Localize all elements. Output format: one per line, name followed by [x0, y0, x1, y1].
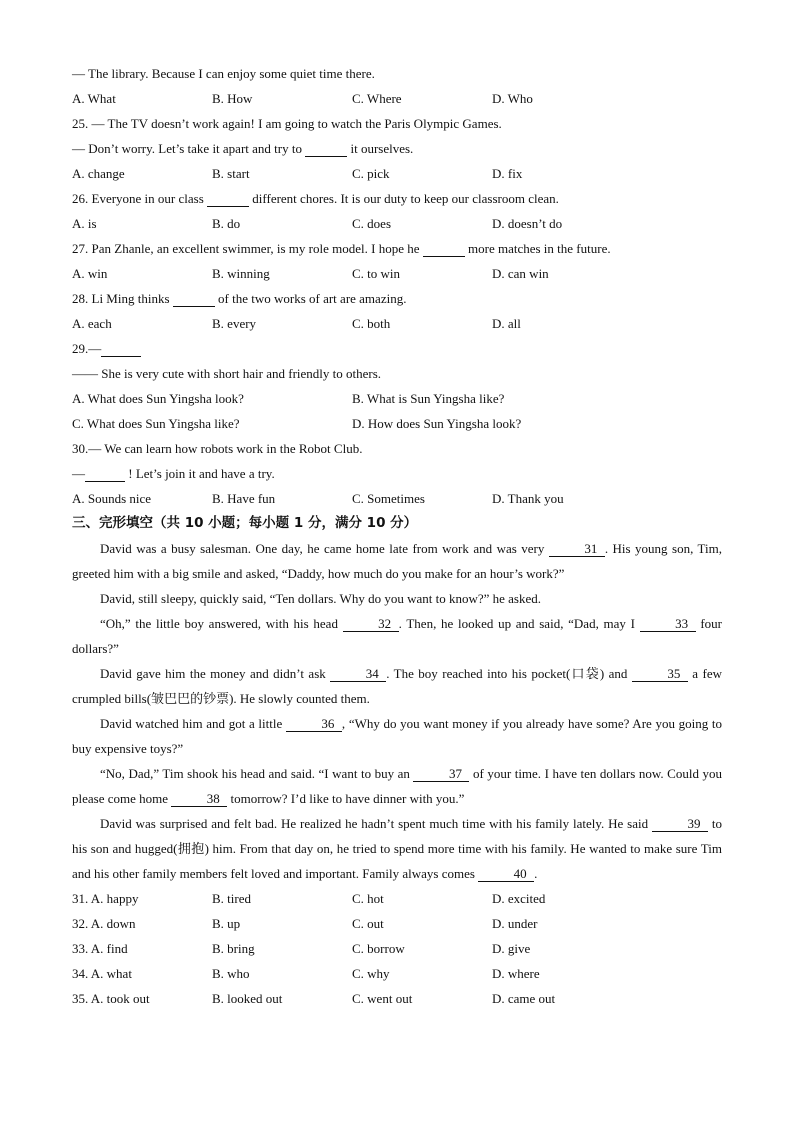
passage-paragraph-7: [72, 811, 722, 886]
passage-text: “No, Dad,” Tim shook his head and said. “I want to buy an: [100, 766, 410, 781]
q27-option-d: D. can win: [492, 266, 549, 281]
cloze-blank-31: 31: [549, 541, 605, 557]
q28-stem-end: of the two works of art are amazing.: [218, 291, 407, 306]
q29-reply: —— She is very cute with short hair and friendly to others.: [72, 366, 382, 381]
q29-options-row2: [72, 411, 722, 436]
q35-option-c: C. went out: [352, 991, 413, 1006]
q31-option-a: 31. A. happy: [72, 891, 139, 906]
passage-text: David gave him the money and didn’t ask: [100, 666, 326, 681]
passage-text: to his son and hugged(拥抱) him. From that day on, he tried to spend more time with his family. He wanted to make sure Tim and his other family members felt loved and important. Family always comes: [72, 816, 723, 881]
passage-text: . Then, he looked up and said, “Dad, may I: [398, 616, 635, 631]
q30-reply-start: —: [72, 466, 85, 481]
q29-stem-label: 29.—: [72, 341, 102, 356]
q30-option-b: B. Have fun: [212, 491, 276, 506]
q26-stem-start: 26. Everyone in our class: [72, 191, 204, 206]
q24-option-b: B. How: [212, 91, 253, 106]
q29-stem: [72, 336, 722, 361]
passage-text: of your time. I have ten dollars now. Could you please come home: [72, 766, 722, 806]
cloze-blank-33: 33: [640, 616, 696, 632]
q25-reply-start: — Don’t worry. Let’s take it apart and try to: [72, 141, 302, 156]
cloze-blank-38: 38: [171, 791, 227, 807]
answer-blank: [305, 141, 347, 157]
q28-option-b: B. every: [212, 316, 257, 331]
passage-text: a few crumpled bills(皱巴巴的钞票). He slowly counted them.: [72, 666, 722, 706]
q30-reply: [72, 461, 722, 486]
q33-option-a: 33. A. find: [72, 941, 128, 956]
q33-option-d: D. give: [492, 941, 531, 956]
q24-options: [72, 86, 722, 111]
passage-paragraph-2: David, still sleepy, quickly said, “Ten dollars. Why do you want to know?” he asked.: [100, 591, 541, 606]
answer-blank: [173, 291, 215, 307]
q27-options: [72, 261, 722, 286]
q33-option-b: B. bring: [212, 941, 255, 956]
q27-option-c: C. to win: [352, 266, 401, 281]
q24-reply: — The library. Because I can enjoy some quiet time there.: [72, 66, 375, 81]
q25-option-d: D. fix: [492, 166, 523, 181]
cloze-blank-32: 32: [343, 616, 399, 632]
q24-option-a: A. What: [72, 91, 116, 106]
q25-option-c: C. pick: [352, 166, 390, 181]
answer-blank: [101, 341, 141, 357]
q25-option-b: B. start: [212, 166, 250, 181]
q26-option-a: A. is: [72, 216, 97, 231]
passage-text: , “Why do you want money if you already have some? Are you going to buy expensive toys?”: [72, 716, 722, 756]
q26-option-c: C. does: [352, 216, 391, 231]
passage-paragraph-3: [72, 611, 722, 661]
cloze-blank-34: 34: [330, 666, 386, 682]
passage-paragraph-5: [72, 711, 722, 761]
q32-option-b: B. up: [212, 916, 241, 931]
passage-text: .: [534, 866, 538, 881]
q31-options: [72, 886, 722, 911]
q28-option-d: D. all: [492, 316, 521, 331]
q33-option-c: C. borrow: [352, 941, 405, 956]
q35-option-a: 35. A. took out: [72, 991, 150, 1006]
answer-blank: [85, 466, 125, 482]
passage-paragraph-6: [72, 761, 722, 811]
q27-option-b: B. winning: [212, 266, 270, 281]
q26-stem-end: different chores. It is our duty to keep our classroom clean.: [252, 191, 559, 206]
q30-option-d: D. Thank you: [492, 491, 564, 506]
q29-option-d: D. How does Sun Yingsha look?: [352, 416, 522, 431]
passage-text: tomorrow? I’d like to have dinner with you.”: [230, 791, 465, 806]
cloze-blank-39: 39: [652, 816, 708, 832]
passage-text: David was a busy salesman. One day, he came home late from work and was very: [100, 541, 545, 556]
q28-options: [72, 311, 722, 336]
cloze-blank-37: 37: [413, 766, 469, 782]
passage-paragraph-1: [72, 536, 722, 586]
q28-stem-start: 28. Li Ming thinks: [72, 291, 170, 306]
passage-text: four dollars?”: [72, 616, 723, 656]
q34-options: [72, 961, 722, 986]
q26-option-b: B. do: [212, 216, 241, 231]
answer-blank: [423, 241, 465, 257]
q29-option-a: A. What does Sun Yingsha look?: [72, 391, 244, 406]
q35-options: [72, 986, 722, 1011]
q30-option-a: A. Sounds nice: [72, 491, 152, 506]
q26-stem: [72, 186, 722, 211]
q34-option-d: D. where: [492, 966, 540, 981]
q33-options: [72, 936, 722, 961]
q34-option-c: C. why: [352, 966, 390, 981]
q25-reply: [72, 136, 722, 161]
passage-text: “Oh,” the little boy answered, with his head: [100, 616, 338, 631]
q29-option-c: C. What does Sun Yingsha like?: [72, 416, 240, 431]
q28-stem: [72, 286, 722, 311]
passage-paragraph-4: [72, 661, 722, 711]
q34-option-a: 34. A. what: [72, 966, 132, 981]
cloze-blank-40: 40: [478, 866, 534, 882]
q31-option-c: C. hot: [352, 891, 384, 906]
exam-page: [72, 61, 722, 1011]
q28-option-a: A. each: [72, 316, 112, 331]
q32-option-d: D. under: [492, 916, 538, 931]
q25-reply-end: it ourselves.: [350, 141, 414, 156]
q26-option-d: D. doesn’t do: [492, 216, 563, 231]
cloze-blank-36: 36: [286, 716, 342, 732]
q30-stem: 30.— We can learn how robots work in the Robot Club.: [72, 441, 363, 456]
passage-text: . His young son, Tim, greeted him with a big smile and asked, “Daddy, how much do you make for an hour’s work?”: [72, 541, 723, 581]
q27-option-a: A. win: [72, 266, 108, 281]
q27-stem-end: more matches in the future.: [468, 241, 611, 256]
q32-option-c: C. out: [352, 916, 384, 931]
q32-options: [72, 911, 722, 936]
q30-option-c: C. Sometimes: [352, 491, 425, 506]
q35-option-b: B. looked out: [212, 991, 283, 1006]
q24-option-d: D. Who: [492, 91, 533, 106]
q27-stem-start: 27. Pan Zhanle, an excellent swimmer, is my role model. I hope he: [72, 241, 420, 256]
q24-option-c: C. Where: [352, 91, 402, 106]
q31-option-d: D. excited: [492, 891, 546, 906]
section-heading: 三、完形填空（共 10 小题；每小题 1 分，满分 10 分）: [72, 515, 418, 531]
q35-option-d: D. came out: [492, 991, 556, 1006]
q25-stem: 25. — The TV doesn’t work again! I am going to watch the Paris Olympic Games.: [72, 116, 502, 131]
q32-option-a: 32. A. down: [72, 916, 136, 931]
passage-text: David watched him and got a little: [100, 716, 283, 731]
q29-options-row1: [72, 386, 722, 411]
q25-option-a: A. change: [72, 166, 125, 181]
q31-option-b: B. tired: [212, 891, 251, 906]
q30-options: [72, 486, 722, 511]
q26-options: [72, 211, 722, 236]
passage-text: . The boy reached into his pocket(口袋) and: [386, 666, 628, 681]
q30-reply-end: ! Let’s join it and have a try.: [128, 466, 275, 481]
q34-option-b: B. who: [212, 966, 250, 981]
q25-options: [72, 161, 722, 186]
q27-stem: [72, 236, 722, 261]
q29-option-b: B. What is Sun Yingsha like?: [352, 391, 505, 406]
cloze-blank-35: 35: [632, 666, 688, 682]
passage-text: David was surprised and felt bad. He realized he hadn’t spent much time with his family lately. He said: [100, 816, 649, 831]
answer-blank: [207, 191, 249, 207]
q28-option-c: C. both: [352, 316, 391, 331]
